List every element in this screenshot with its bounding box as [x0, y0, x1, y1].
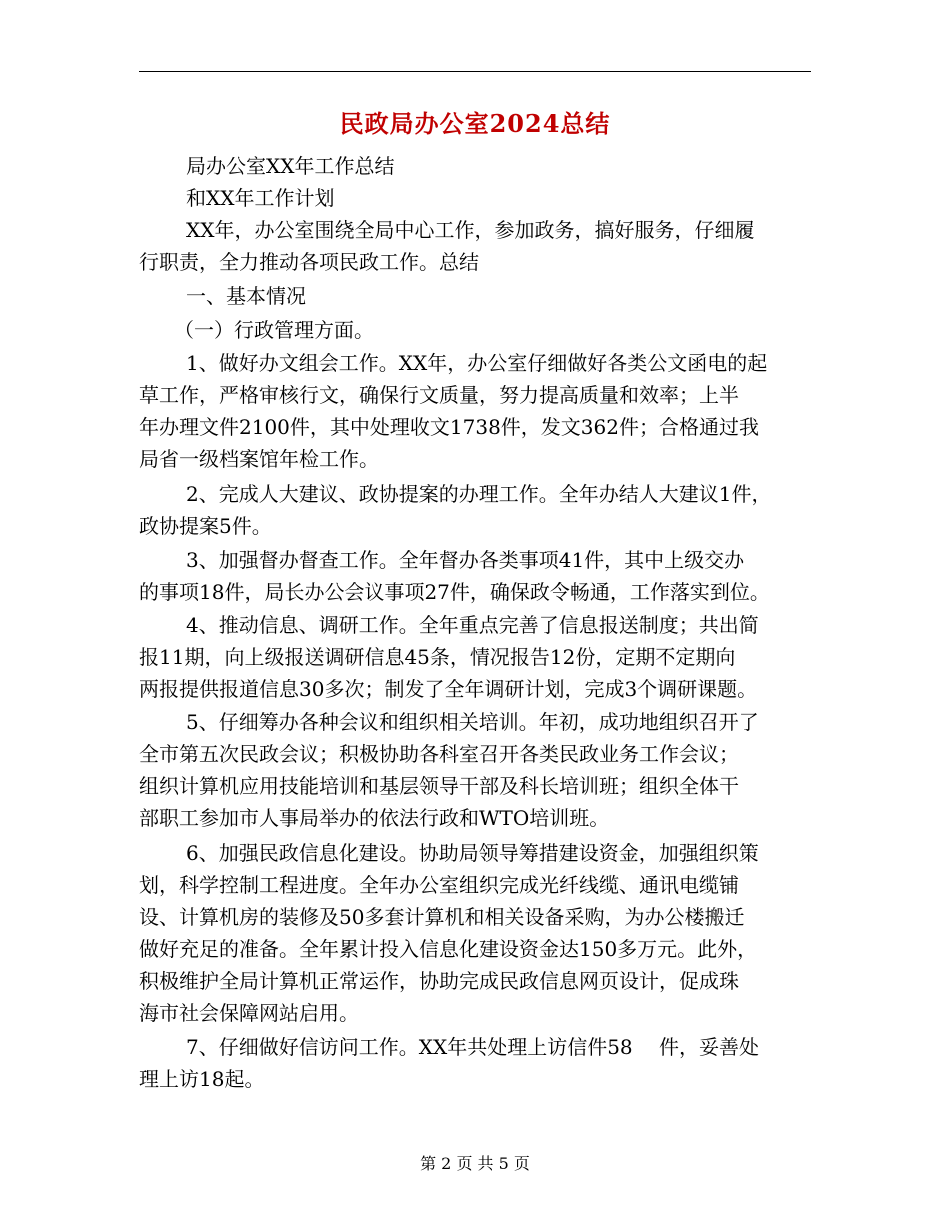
- paragraph-line: 局省一级档案馆年检工作。: [139, 447, 379, 471]
- page-footer: 第 2 页 共 5 页: [420, 1154, 530, 1173]
- paragraph-line: 4、推动信息、调研工作。全年重点完善了信息报送制度；共出简: [186, 613, 759, 637]
- paragraph-line: 做好充足的准备。全年累计投入信息化建设资金达150多万元。此外，: [139, 937, 758, 961]
- paragraph-line: 设、计算机房的装修及50多套计算机和相关设备采购，为办公楼搬迁: [139, 905, 745, 929]
- paragraph-line: 7、仔细做好信访问工作。XX年共处理上访信件58 件，妥善处: [186, 1035, 760, 1059]
- paragraph-line: 草工作，严格审核行文，确保行文质量，努力提高质量和效率；上半: [139, 383, 739, 407]
- subtitle-line-1: 局办公室XX年工作总结: [186, 154, 395, 178]
- header-rule: [139, 71, 811, 72]
- paragraph-line: 2、完成人大建议、政协提案的办理工作。全年办结人大建议1件，: [186, 482, 772, 506]
- paragraph-line: 理上访18起。: [139, 1067, 265, 1091]
- paragraph-line: 全市第五次民政会议；积极协助各科室召开各类民政业务工作会议；: [139, 742, 739, 766]
- paragraph-line: 政协提案5件。: [139, 514, 272, 538]
- subtitle-line-2: 和XX年工作计划: [186, 186, 335, 210]
- section-heading: 一、基本情况: [186, 284, 306, 308]
- paragraph-line: 两报提供报道信息30多次；制发了全年调研计划，完成3个调研课题。: [139, 677, 758, 701]
- subsection-heading: （一）行政管理方面。: [174, 318, 374, 342]
- paragraph-line: 积极维护全局计算机正常运作，协助完成民政信息网页设计，促成珠: [139, 969, 739, 993]
- paragraph-line: XX年，办公室围绕全局中心工作，参加政务，搞好服务，仔细履: [186, 218, 755, 242]
- paragraph-line: 划，科学控制工程进度。全年办公室组织完成光纤线缆、通讯电缆铺: [139, 873, 739, 897]
- paragraph-line: 5、仔细筹办各种会议和组织相关培训。年初，成功地组织召开了: [186, 710, 759, 734]
- paragraph-line: 1、做好办文组会工作。XX年，办公室仔细做好各类公文函电的起: [186, 351, 768, 375]
- paragraph-line: 海市社会保障网站启用。: [139, 1001, 359, 1025]
- paragraph-line: 组织计算机应用技能培训和基层领导干部及科长培训班；组织全体干: [139, 774, 739, 798]
- paragraph-line: 部职工参加市人事局举办的依法行政和WTO培训班。: [139, 806, 610, 830]
- paragraph-line: 行职责，全力推动各项民政工作。总结: [139, 250, 479, 274]
- paragraph-line: 6、加强民政信息化建设。协助局领导筹措建设资金，加强组织策: [186, 841, 759, 865]
- paragraph-line: 的事项18件，局长办公会议事项27件，确保政令畅通，工作落实到位。: [139, 580, 770, 604]
- paragraph-line: 3、加强督办督查工作。全年督办各类事项41件，其中上级交办: [186, 548, 745, 572]
- paragraph-line: 报11期，向上级报送调研信息45条，情况报告12份，定期不定期向: [139, 645, 736, 669]
- document-title: 民政局办公室2024总结: [339, 109, 611, 138]
- paragraph-line: 年办理文件2100件，其中处理收文1738件，发文362件；合格通过我: [139, 415, 759, 439]
